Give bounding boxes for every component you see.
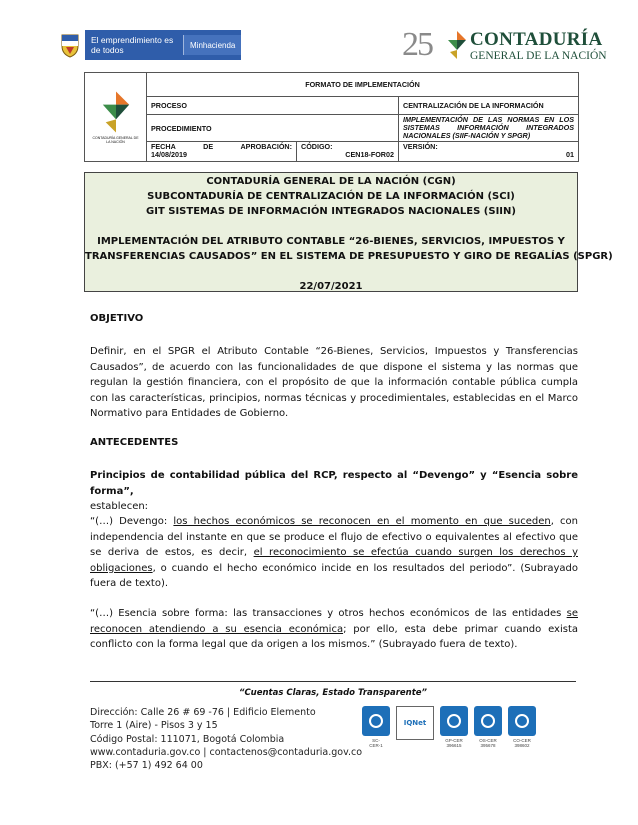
icontec-icon (474, 706, 502, 736)
row-label-proceso: PROCESO (147, 97, 399, 115)
esencia-underlined: se reconocen atendiendo a su esencia económica (90, 608, 578, 635)
table-logo-cell (85, 73, 147, 162)
version-value: 01 (566, 150, 574, 159)
devengo-end: , o cuando el hecho económico incide en los resultados del periodo”. (Subrayado fuera de texto). (90, 562, 578, 589)
objetivo-heading: OBJETIVO (90, 313, 144, 324)
cert-icontec-2 (440, 706, 468, 748)
devengo-paragraph (90, 514, 578, 592)
format-title: FORMATO DE IMPLEMENTACIÓN (147, 73, 579, 97)
cgn-subname: GENERAL DE LA NACIÓN (470, 50, 607, 62)
icontec-icon (362, 706, 390, 736)
devengo-underlined-2: el reconocimiento se efectúa cuando surgen los derechos y obligaciones (90, 547, 578, 574)
title-line-5: TRANSFERENCIAS CAUSADOS” EN EL SISTEMA DE PRESUPUESTO Y GIRO DE REGALÍAS (SPGR) (85, 251, 613, 262)
version-label: VERSIÓN: (403, 142, 438, 151)
cgn-emblem-icon (446, 30, 468, 60)
cert-caption: SC- CER-1 (369, 738, 383, 748)
gov-ministry: Minhacienda (183, 35, 241, 55)
code-cell (297, 142, 399, 162)
row-label-procedimiento: PROCEDIMIENTO (147, 115, 399, 142)
approval-date: 14/08/2019 (151, 150, 187, 159)
row-value-procedimiento: IMPLEMENTACIÓN DE LAS NORMAS EN LOS SISTEMAS INFORMACIÓN INTEGRADOS NACIONALES (SIIF-NACIÓN Y SPGR) (399, 115, 579, 142)
address-line: www.contaduria.gov.co | contactenos@contaduria.gov.co (90, 746, 363, 758)
footer-divider (90, 681, 576, 682)
devengo-middle: , con independencia del instante en que se produce el flujo de efectivo o equivalentes al efectivo que se deriva de estos, es decir, (90, 516, 579, 558)
title-line-1: CONTADURÍA GENERAL DE LA NACIÓN (CGN) (206, 176, 456, 187)
table-logo-text: CONTADURÍA GENERAL DE LA NACIÓN (92, 136, 139, 144)
cert-caption: CO-CER 398602 (513, 738, 531, 748)
objetivo-paragraph: Definir, en el SPGR el Atributo Contable “26-Bienes, Servicios, Impuestos y Transferencias Causados”, de acuerdo con las funcionalidades de que dispone el sistema y las normas que regulan la gestión financiera, con el propósito de que la información contable pública cumpla con las características, principios, normas técnicas y procedimientales, establecidas en el Marco Normativo para Entidades de Gobierno. (90, 346, 578, 419)
principios-paragraph (90, 468, 578, 515)
coat-of-arms-icon (55, 30, 85, 60)
approval-cell (147, 142, 297, 162)
format-table (84, 72, 579, 162)
icontec-icon (440, 706, 468, 736)
gov-brand-line: El emprendimiento es de todos (91, 35, 174, 55)
version-cell (399, 142, 579, 162)
footer-address (90, 706, 362, 772)
title-line-4: IMPLEMENTACIÓN DEL ATRIBUTO CONTABLE “26-BIENES, SERVICIOS, IMPUESTOS Y (97, 236, 565, 247)
cgn-emblem-icon (98, 90, 134, 134)
address-line: Torre 1 (Aire) - Pisos 3 y 15 (90, 720, 218, 732)
cgn-name: CONTADURÍA (470, 29, 603, 50)
gov-logo (55, 30, 245, 60)
code-label: CÓDIGO: (301, 142, 333, 151)
esencia-intro: “(…) Esencia sobre forma: las transacciones y otros hechos económicos de las entidades (90, 608, 567, 619)
esencia-end: ; por ello, esta debe primar cuando exista conflicto con la forma legal que da origen a los mismos.” (Subrayado fuera de texto). (90, 623, 579, 650)
cert-icontec-4 (508, 706, 536, 748)
code-value: CEN18-FOR02 (345, 150, 394, 159)
footer-slogan: “Cuentas Claras, Estado Transparente” (238, 688, 428, 698)
devengo-underlined-1: los hechos económicos se reconocen en el momento en que suceden (173, 516, 551, 527)
title-line-2: SUBCONTADURÍA DE CENTRALIZACIÓN DE LA INFORMACIÓN (SCI) (147, 191, 515, 202)
iqnet-logo: IQNet (396, 706, 434, 740)
devengo-intro: “(…) Devengo: (90, 516, 174, 527)
cert-icontec-1 (362, 706, 390, 748)
cgn-logo (402, 26, 607, 64)
esencia-paragraph (90, 606, 578, 653)
principios-text: Principios de contabilidad pública del RCP, respecto al “Devengo” y “Esencia sobre forma”, (90, 470, 578, 497)
cert-caption: OS-CER 395678 (479, 738, 497, 748)
certification-logos (362, 706, 562, 776)
address-line: PBX: (+57 1) 492 64 00 (90, 760, 203, 772)
cert-icontec-3 (474, 706, 502, 748)
title-line-3: GIT SISTEMAS DE INFORMACIÓN INTEGRADOS NACIONALES (SIIN) (146, 206, 516, 217)
address-line: Dirección: Calle 26 # 69 -76 | Edificio Elemento (90, 707, 316, 718)
cert-caption: GP-CER 396615 (445, 738, 463, 748)
icontec-icon (508, 706, 536, 736)
document-date: 22/07/2021 (299, 281, 363, 292)
address-line: Código Postal: 111071, Bogotá Colombia (90, 733, 285, 745)
approval-label: FECHA DE APROBACIÓN: (151, 142, 292, 151)
principios-tail: establecen: (90, 501, 149, 512)
antecedentes-heading: ANTECEDENTES (90, 437, 179, 448)
anniversary-mark: 25 (402, 26, 432, 63)
row-value-proceso: CENTRALIZACIÓN DE LA INFORMACIÓN (399, 97, 579, 115)
document-title-block (84, 172, 613, 292)
